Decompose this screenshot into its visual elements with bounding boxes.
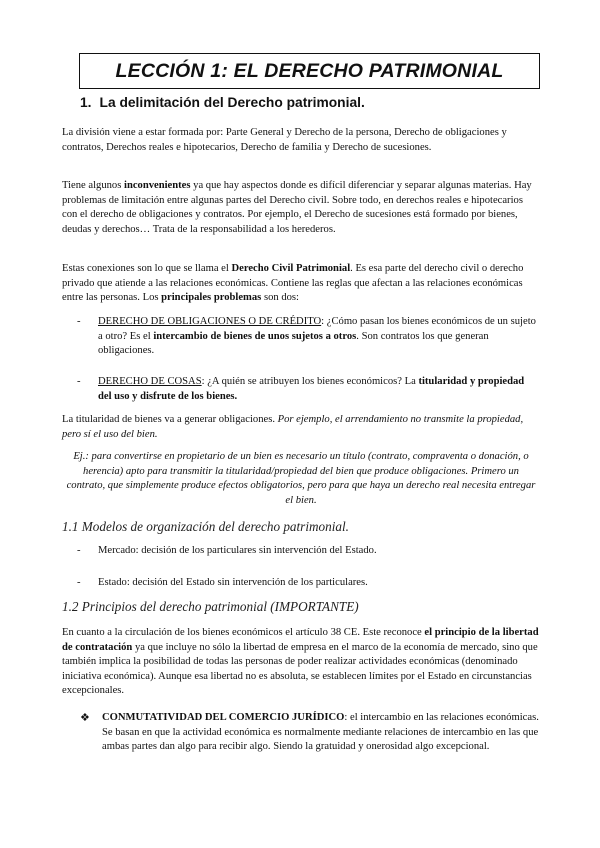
bold-run: Derecho Civil Patrimonial bbox=[231, 263, 351, 274]
section-number: 1. bbox=[80, 95, 92, 110]
bold-run: principales problemas bbox=[161, 292, 262, 304]
list-dash: - bbox=[77, 316, 81, 327]
underlined-term: DERECHO DE OBLIGACIONES O DE CRÉDITO bbox=[98, 316, 322, 327]
subheading-1-1: 1.1 Modelos de organización del derecho patrimonial. bbox=[62, 519, 349, 534]
text-run: : ¿Cómo pasan los bienes económicos de un sujeto a otro? Es el bbox=[98, 316, 536, 342]
bold-run: el principio de la libertad de contratación bbox=[62, 627, 539, 653]
italic-run: Por ejemplo, el arrendamiento no transmite la propiedad, pero sí el uso del bien. bbox=[62, 414, 524, 440]
diamond-bullet-icon: ❖ bbox=[80, 712, 90, 724]
section-heading-text: La delimitación del Derecho patrimonial. bbox=[99, 95, 365, 110]
text-run: ya que hay aspectos donde es difícil diferenciar y separar algunas materias. Hay problemas de limitación entre algunas partes del Derecho civil. Sobre todo, en derechos reales e hipotecarios con el derecho de obligaciones y contratos. Por ejemplo, el Derecho de sucesiones está formado por bienes, deudas y derechos… Trata de la responsabilidad a los herederos. bbox=[62, 180, 532, 235]
list-item-conmutatividad bbox=[80, 711, 540, 755]
list-item-text: Estado: decisión del Estado sin intervención de los particulares. bbox=[98, 577, 368, 588]
section-heading-1 bbox=[80, 96, 365, 111]
paragraph-division: La división viene a estar formada por: Parte General y Derecho de la persona, Derecho de obligaciones y contratos, Derechos reales e hipotecarios, Derecho de familia y Derecho de sucesiones. bbox=[62, 127, 507, 153]
list-dash: - bbox=[77, 376, 81, 387]
bold-run: inconvenientes bbox=[124, 180, 191, 191]
list-item-mercado bbox=[77, 544, 540, 559]
page-title-text: LECCIÓN 1: EL DERECHO PATRIMONIAL bbox=[115, 59, 504, 82]
example-quote: Ej.: para convertirse en propietario de un bien es necesario un título (contrato, compraventa o donación, o herencia) apto para transmitir la titularidad/propiedad del bien que produce obligaciones. Primero un contrato, que simplemente produce efectos obligatorios, pero para que haya un derecho real necesita entregar el bien. bbox=[66, 451, 536, 506]
bold-run: CONMUTATIVIDAD DEL COMERCIO JURÍDICO bbox=[102, 712, 345, 723]
list-dash: - bbox=[77, 577, 81, 588]
list-item-estado bbox=[77, 576, 540, 591]
paragraph-inconvenientes bbox=[62, 179, 540, 237]
text-run: . Es esa parte del derecho civil o derecho privado que atiende a las relaciones económicas. Contiene las reglas que afectan a las relaciones económicas entre las personas. Los bbox=[62, 263, 524, 304]
text-run: Estas conexiones son lo que se llama el bbox=[62, 263, 232, 274]
paragraph-titularidad bbox=[62, 413, 540, 442]
list-item-cosas bbox=[77, 375, 540, 404]
text-run: : el intercambio en las relaciones económicas. Se basan en que la actividad económica es normalmente mediante relaciones de intercambio en las que ambas partes dan algo para recibir algo. Siendo la gratuidad y onerosidad algo excepcional. bbox=[102, 712, 539, 753]
text-run: : ¿A quién se atribuyen los bienes económicos? La bbox=[201, 376, 419, 387]
page-title bbox=[79, 53, 540, 89]
text-run: La titularidad de bienes va a generar obligaciones. bbox=[62, 414, 278, 425]
text-run: ya que incluye no sólo la libertad de empresa en el marco de la economía de mercado, sino que también implica la posibilidad de todas las personas de poder realizar actividades económicas (denominado iniciativa económica). Aunque esa libertad no es absoluta, se establecen límites por el Estado en circunstancias excepcionales. bbox=[62, 641, 538, 697]
list-item-text: Mercado: decisión de los particulares sin intervención del Estado. bbox=[98, 545, 377, 556]
bold-run: titularidad y propiedad del uso y disfrute de los bienes. bbox=[98, 376, 525, 402]
text-run: Tiene algunos bbox=[62, 180, 124, 191]
underlined-term: DERECHO DE COSAS bbox=[98, 376, 202, 387]
text-run: son dos: bbox=[261, 292, 299, 304]
paragraph-derecho-civil-patrimonial bbox=[62, 262, 540, 306]
paragraph-libertad-contratacion bbox=[62, 626, 540, 699]
subheading-1-2: 1.2 Principios del derecho patrimonial (IMPORTANTE) bbox=[62, 599, 359, 614]
text-run: . Son contratos los que generan obligaciones. bbox=[98, 330, 489, 357]
text-run: En cuanto a la circulación de los bienes económicos el artículo 38 CE. Este reconoce bbox=[62, 627, 425, 638]
list-dash: - bbox=[77, 545, 81, 556]
list-item-obligaciones bbox=[77, 315, 540, 359]
bold-run: intercambio de bienes de unos sujetos a otros bbox=[153, 330, 357, 342]
